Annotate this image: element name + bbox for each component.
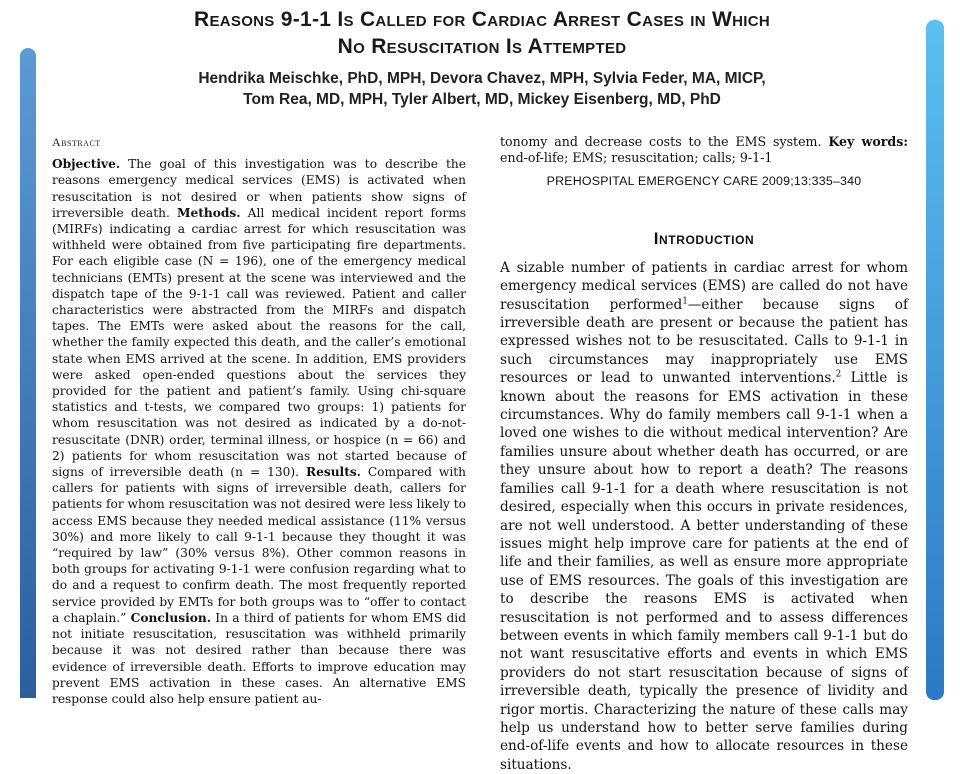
conclusion-label: Conclusion.: [130, 610, 211, 625]
author-list: [40, 68, 924, 110]
left-decorative-bar: [20, 48, 36, 698]
objective-text: The goal of this investigation was to describe the reasons emergency medical services (EMS) is activated when resuscitation is not desired or when patients show signs of irreversible death.: [52, 157, 466, 220]
abstract-heading: Abstract: [52, 135, 101, 149]
keywords-text: end-of-life; EMS; resuscitation; calls; 9-1-1: [500, 150, 773, 165]
methods-text: All medical incident report forms (MIRFs) indicating a cardiac arrest for which resuscitation was withheld were obtained from five participating fire departments. For each eligible case (N = 196), one of the emergency medical technicians (EMTs) present at the scene was interviewed and the dispatch tape of the 9-1-1 call was reviewed. Patient and caller characteristics were abstracted from the MIRFs and dispatch tapes. The EMTs were asked about the reasons for the call, whether the family expected this death, and the caller’s emotional state when EMS arrived at the scene. In addition, EMS providers were asked open-ended questions about the services they provided for the patient and patient’s family. Using chi-square statistics and t-tests, we compared two groups: 1) patients for whom resuscitation was not desired as indicated by a do-not-resuscitate (DNR) order, terminal illness, or hospice (n = 66) and 2) patients for whom resuscitation was not started because of signs of irreversible death (n = 130).: [52, 205, 467, 480]
conclusion-text: In a third of patients for whom EMS did not initiate resuscitation, resuscitation was withheld primarily because it was not desired rather than because there was evidence of irreversible death. Efforts to improve education may prevent EMS activation in these cases. An alternative EMS response could also help ensure patient au-: [52, 610, 466, 706]
results-label: Results.: [305, 465, 361, 480]
authors-line-2: Tom Rea, MD, MPH, Tyler Albert, MD, Mickey Eisenberg, MD, PhD: [243, 91, 721, 108]
introduction-heading: Introduction: [653, 229, 755, 249]
intro-text-c: Little is known about the reasons for EMS activation in these circumstances. Why do family members call 9-1-1 when a loved one wishes to die without medical intervention? Are families unsure about whether death has occurred, or are they unsure about how to report a death? The reasons families call 9-1-1 for a death where resuscitation is not desired, especially when this occurs in private residences, are not well understood. A better understanding of these issues might help improve care for patients at the end of life and their families, as well as ensure more appropriate use of EMS resources. The goals of this investigation are to describe the reasons EMS is activated when resuscitation is not performed and to assess differences between events in which family members call 9-1-1 but do not want resuscitative efforts and events in which EMS providers do not start resuscitation because of signs of irreversible death, typically the presence of lividity and rigor mortis. Characterizing the nature of these calls may help us understand how to better serve families during end-of-life events and how to allocate resources in these situations.: [500, 370, 908, 773]
title-line-1: Reasons 9-1-1 Is Called for Cardiac Arrest Cases in Which: [193, 8, 771, 31]
methods-label: Methods.: [177, 205, 241, 220]
keywords-label: Key words:: [828, 134, 908, 149]
intro-text-b: —either because signs of irreversible death are present or because the patient has expressed wishes not to be resuscitated. Calls to 9-1-1 in such circumstances may inappropriately use EMS resources or lead to unwanted interventions.: [500, 296, 908, 387]
authors-line-1: Hendrika Meischke, PhD, MPH, Devora Chavez, MPH, Sylvia Feder, MA, MICP,: [198, 70, 766, 87]
introduction-body: [500, 259, 908, 774]
abstract-body: [52, 156, 466, 707]
right-column: [500, 134, 908, 774]
continuation-text: tonomy and decrease costs to the EMS system.: [500, 134, 822, 149]
paper-page: [40, 0, 924, 773]
paper-title: [40, 6, 924, 60]
objective-label: Objective.: [52, 157, 121, 172]
intro-text-a: A sizable number of patients in cardiac arrest for whom emergency medical services (EMS) are called do not have resuscitation performed: [500, 259, 908, 313]
abstract-continuation: [500, 134, 908, 166]
reference-2: 2: [835, 369, 842, 380]
title-line-2: No Resuscitation Is Attempted: [337, 35, 627, 58]
journal-citation: PREHOSPITAL EMERGENCY CARE 2009;13:335–340: [546, 174, 862, 188]
results-text: Compared with callers for patients with signs of irreversible death, callers for patients for whom resuscitation was not desired were less likely to access EMS because they needed medical assistance (11% versus 30%) and more likely to call 9-1-1 because they thought it was “required by law” (30% versus 8%). Other common reasons in both groups for activating 9-1-1 were confusion regarding what to do and a request to confirm death. The most frequently reported service provided by EMTs for both groups was to “offer to contact a chaplain.”: [52, 465, 466, 625]
reference-1: 1: [682, 296, 688, 307]
right-decorative-bar: [926, 20, 944, 700]
abstract-column: [52, 134, 466, 707]
